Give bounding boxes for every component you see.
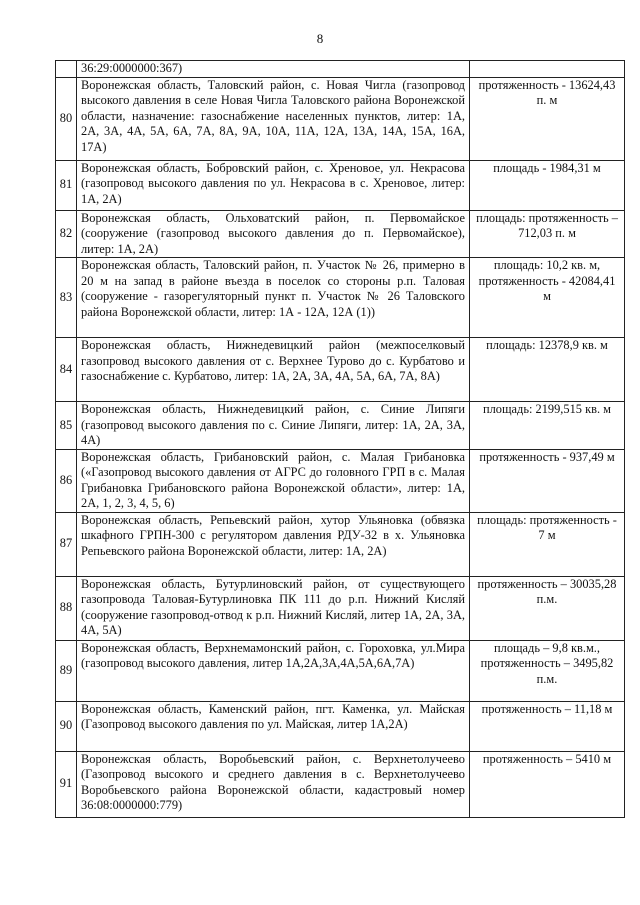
- row-measure: [470, 61, 625, 78]
- row-number: 83: [56, 258, 77, 338]
- table-row: [56, 751, 625, 817]
- row-measure: площадь: протяженность – 712,03 п. м: [470, 210, 625, 258]
- row-description: Воронежская область, Каменский район, пгт. Каменка, ул. Майская (Газопровод высокого давления по ул. Майская, литер 1А,2А): [77, 701, 470, 751]
- row-description: Воронежская область, Верхнемамонский район, с. Гороховка, ул.Мира (газопровод высокого давления, литер 1А,2А,3А,4А,5А,6А,7А): [77, 640, 470, 701]
- table-row-continuation: [56, 61, 625, 78]
- row-measure: площадь - 1984,31 м: [470, 160, 625, 210]
- row-measure: протяженность - 13624,43 п. м: [470, 77, 625, 160]
- row-description: Воронежская область, Таловский район, п. Участок № 26, примерно в 20 м на запад в районе въезда в поселок со стороны р.п. Таловая (сооружение - газорегуляторный пункт п. Участок № 26 Таловского района Воронежской области, литер: 1А - 12А, 12А (1)): [77, 258, 470, 338]
- row-description: Воронежская область, Нижнедевицкий район, с. Синие Липяги (газопровод высокого давления по с. Синие Липяги, литер: 1А, 2А, 3А, 4А): [77, 402, 470, 450]
- row-measure: протяженность – 11,18 м: [470, 701, 625, 751]
- row-description: Воронежская область, Таловский район, с. Новая Чигла (газопровод высокого давления в селе Новая Чигла Таловского района Воронежской области, назначение: газоснабжение населенных пунктов, литер: 1А, 2А, 3А, 4А, 5А, 6А, 7А, 8А, 9А, 10А, 11А, 12А, 13А, 14А, 15А, 16А, 17А): [77, 77, 470, 160]
- table-row: [56, 160, 625, 210]
- row-number: 81: [56, 160, 77, 210]
- row-description: 36:29:0000000:367): [77, 61, 470, 78]
- row-measure: площадь: протяженность - 7 м: [470, 512, 625, 576]
- row-description: Воронежская область, Нижнедевицкий район (межпоселковый газопровод высокого давления от с. Верхнее Турово до с. Курбатово и газоснабжение с. Курбатово, литер: 1А, 2А, 3А, 4А, 5А, 6А, 7А, 8А): [77, 338, 470, 402]
- row-measure: площадь – 9,8 кв.м., протяженность – 3495,82 п.м.: [470, 640, 625, 701]
- page-number: 8: [316, 31, 324, 46]
- row-description: Воронежская область, Ольховатский район, п. Первомайское (сооружение (газопровод высокого давления до п. Первомайское), литер: 1А, 2А): [77, 210, 470, 258]
- row-number: 88: [56, 576, 77, 640]
- table-row: [56, 402, 625, 450]
- row-measure: протяженность – 30035,28 п.м.: [470, 576, 625, 640]
- row-number: 85: [56, 402, 77, 450]
- table-row: [56, 77, 625, 160]
- row-measure: протяженность – 5410 м: [470, 751, 625, 817]
- table-row: [56, 210, 625, 258]
- table-row: [56, 701, 625, 751]
- row-number: 89: [56, 640, 77, 701]
- table-row: [56, 640, 625, 701]
- property-registry-table: [55, 60, 625, 818]
- row-measure: площадь: 12378,9 кв. м: [470, 338, 625, 402]
- row-number: 87: [56, 512, 77, 576]
- table-row: [56, 258, 625, 338]
- row-description: Воронежская область, Грибановский район, с. Малая Грибановка («Газопровод высокого давления от АГРС до головного ГРП в с. Малая Грибановка Грибановского района Воронежской области», литер: 1А, 2А, 1, 2, 3, 4, 5, 6): [77, 449, 470, 512]
- row-number: 80: [56, 77, 77, 160]
- table-row: [56, 449, 625, 512]
- row-description: Воронежская область, Воробьевский район, с. Верхнетолучеево (Газопровод высокого и среднего давления в с. Верхнетолучеево Воробьевского района Воронежской области, кадастровый номер 36:08:0000000:779): [77, 751, 470, 817]
- row-measure: площадь: 10,2 кв. м, протяженность - 42084,41 м: [470, 258, 625, 338]
- row-measure: протяженность - 937,49 м: [470, 449, 625, 512]
- row-number: 84: [56, 338, 77, 402]
- row-measure: площадь: 2199,515 кв. м: [470, 402, 625, 450]
- table-row: [56, 576, 625, 640]
- table-row: [56, 512, 625, 576]
- row-number: [56, 61, 77, 78]
- row-number: 82: [56, 210, 77, 258]
- row-number: 86: [56, 449, 77, 512]
- row-description: Воронежская область, Бутурлиновский район, от существующего газопровода Таловая-Бутурлиновка ПК 111 до р.п. Нижний Кисляй (сооружение газопровод-отвод к р.п. Нижний Кисляй, литер 1А, 2А, 3А, 4А, 5А): [77, 576, 470, 640]
- row-number: 90: [56, 701, 77, 751]
- row-number: 91: [56, 751, 77, 817]
- row-description: Воронежская область, Бобровский район, с. Хреновое, ул. Некрасова (газопровод высокого давления по ул. Некрасова в с. Хреновое, литер: 1А, 2А): [77, 160, 470, 210]
- row-description: Воронежская область, Репьевский район, хутор Ульяновка (обвязка шкафного ГРПН-300 с регулятором давления РДУ-32 в х. Ульяновка Репьевского района Воронежской области, литер: 1А, 2А): [77, 512, 470, 576]
- table-row: [56, 338, 625, 402]
